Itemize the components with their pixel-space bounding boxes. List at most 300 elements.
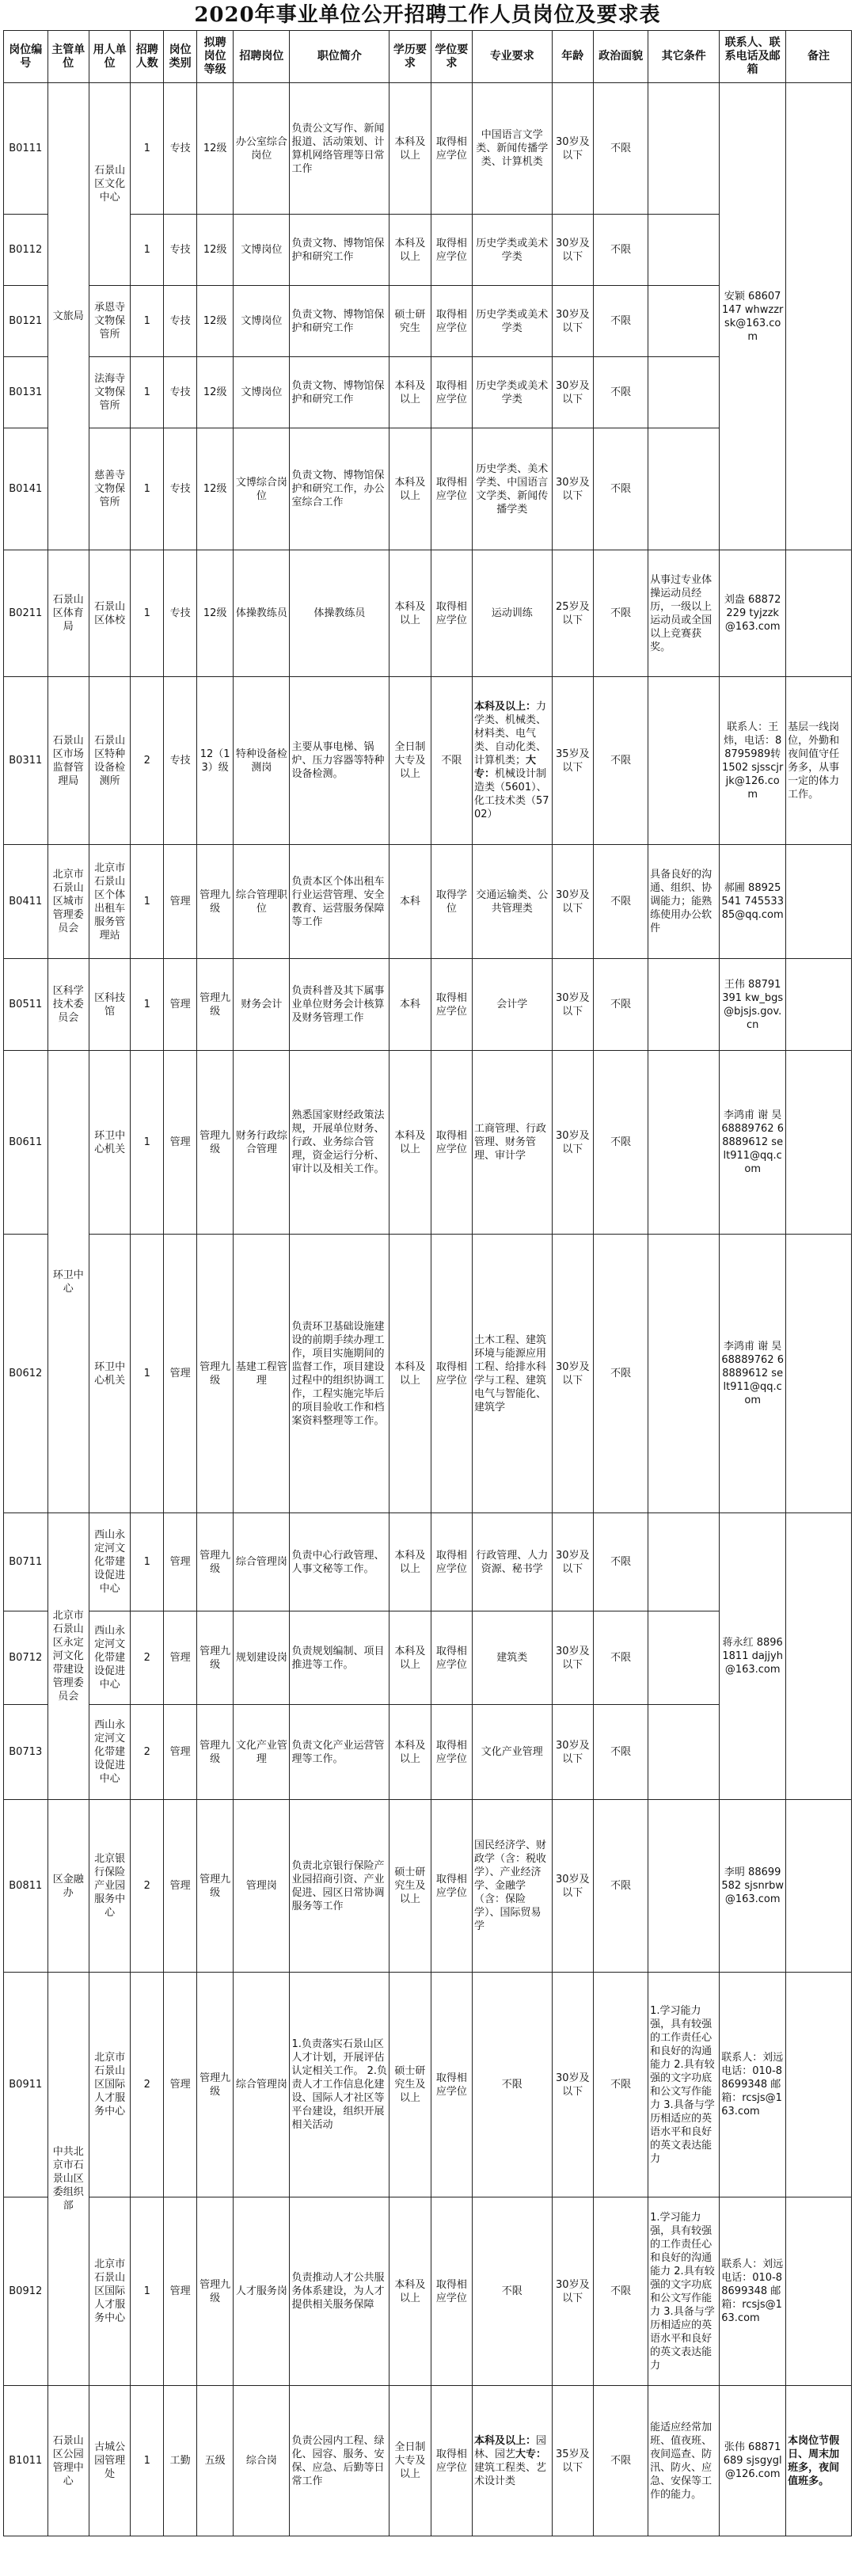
cell-degree: 取得相应学位 [431, 1800, 472, 1973]
cell-degree: 取得相应学位 [431, 1051, 472, 1235]
cell-contact: 蒋永红 88961811 dajjyh@163.com [720, 1513, 786, 1800]
cell-num: 1 [131, 2386, 164, 2536]
cell-num: 2 [131, 1973, 164, 2197]
cell-unit: 环卫中心机关 [89, 1235, 130, 1513]
cell-dept: 文旅局 [48, 83, 89, 550]
cell-contact: 张伟 68871689 sjsgygl@126.com [720, 2386, 786, 2536]
cell-num: 1 [131, 286, 164, 357]
cell-other [648, 677, 720, 845]
cell-level: 管理九级 [197, 2197, 234, 2386]
cell-level: 12级 [197, 83, 234, 215]
cell-code: B0121 [4, 286, 48, 357]
cell-code: B0131 [4, 357, 48, 428]
cell-unit: 区科技馆 [89, 959, 130, 1051]
cell-major: 建筑类 [473, 1611, 553, 1705]
cell-desc: 负责文物、博物馆保护和研究工作 [290, 357, 390, 428]
cell-age: 25岁及以下 [552, 550, 593, 677]
cell-major: 历史学类或美术学类 [473, 286, 553, 357]
cell-pol: 不限 [594, 2197, 648, 2386]
cell-post: 文博岗位 [234, 215, 290, 286]
cell-cat: 管理 [164, 1800, 197, 1973]
cell-other [648, 1051, 720, 1235]
page-title: 2020年事业单位公开招聘工作人员岗位及要求表 [194, 3, 661, 27]
cell-cat: 专技 [164, 677, 197, 845]
cell-contact: 郝圃 88925541 74553385@qq.com [720, 845, 786, 959]
cell-other: 1.学习能力强，具有较强的工作责任心和良好的沟通能力 2.具有较强的文字功底和公文写作能力 3.具备与学历相适应的英语水平和良好的英文表达能力 [648, 2197, 720, 2386]
cell-other [648, 83, 720, 215]
cell-cat: 管理 [164, 1235, 197, 1513]
header-degree: 学位要求 [431, 31, 472, 83]
cell-code: B0911 [4, 1973, 48, 2197]
cell-degree: 取得相应学位 [431, 1973, 472, 2197]
cell-major: 历史学类、美术学类、中国语言文学类、新闻传播学类 [473, 428, 553, 550]
cell-level: 12级 [197, 286, 234, 357]
cell-post: 特种设备检测岗 [234, 677, 290, 845]
cell-age: 30岁及以下 [552, 1611, 593, 1705]
cell-desc: 体操教练员 [290, 550, 390, 677]
major-level-label: 大专： [515, 2448, 547, 2460]
cell-degree: 取得相应学位 [431, 1235, 472, 1513]
cell-num: 2 [131, 677, 164, 845]
cell-other [648, 1705, 720, 1800]
cell-num: 1 [131, 2197, 164, 2386]
cell-major: 国民经济学、财政学（含：税收学）、产业经济学、金融学（含：保险学）、国际贸易学 [473, 1800, 553, 1973]
header-code: 岗位编号 [4, 31, 48, 83]
cell-contact: 刘盎 68872229 tyjzzk@163.com [720, 550, 786, 677]
cell-code: B0611 [4, 1051, 48, 1235]
cell-age: 35岁及以下 [552, 677, 593, 845]
cell-contact: 李明 88699582 sjsnrbw@163.com [720, 1800, 786, 1973]
cell-age: 30岁及以下 [552, 215, 593, 286]
cell-degree: 取得相应学位 [431, 83, 472, 215]
cell-age: 30岁及以下 [552, 845, 593, 959]
cell-desc: 负责文化产业运营管理等工作。 [290, 1705, 390, 1800]
cell-edu: 本科 [390, 845, 431, 959]
cell-level: 12级 [197, 215, 234, 286]
cell-edu: 全日制大专及以上 [390, 677, 431, 845]
cell-major: 历史学类或美术学类 [473, 357, 553, 428]
cell-cat: 专技 [164, 286, 197, 357]
cell-level: 管理九级 [197, 1611, 234, 1705]
cell-desc: 负责北京银行保险产业园招商引资、产业促进、园区日常协调服务等工作 [290, 1800, 390, 1973]
cell-other [648, 357, 720, 428]
cell-edu: 本科及以上 [390, 2197, 431, 2386]
cell-note [786, 1513, 852, 1800]
cell-contact: 李鸿甫 谢 昊 68889762 68889612 selt911@qq.com [720, 1051, 786, 1235]
header-major: 专业要求 [473, 31, 553, 83]
cell-edu: 本科及以上 [390, 215, 431, 286]
cell-desc: 负责推动人才公共服务体系建设，为人才提供相关服务保障 [290, 2197, 390, 2386]
cell-desc: 负责中心行政管理、人事文秘等工作。 [290, 1513, 390, 1611]
cell-desc: 负责环卫基础设施建设的前期手续办理工作，项目实施期间的监督工作，项目建设过程中的组织协调工作，工程实施完毕后的项目验收工作和档案资料整理等工作。 [290, 1235, 390, 1513]
table-row [4, 1513, 852, 1611]
cell-major: 中国语言文学类、新闻传播学类、计算机类 [473, 83, 553, 215]
cell-major: 土木工程、建筑环境与能源应用工程、给排水科学与工程、建筑电气与智能化、建筑学 [473, 1235, 553, 1513]
cell-major: 工商管理、行政管理、财务管理、审计学 [473, 1051, 553, 1235]
table-row [4, 959, 852, 1051]
cell-note [786, 1973, 852, 2197]
header-cat: 岗位类别 [164, 31, 197, 83]
cell-edu: 本科及以上 [390, 357, 431, 428]
cell-edu: 本科及以上 [390, 550, 431, 677]
cell-cat: 专技 [164, 83, 197, 215]
recruitment-table [3, 30, 852, 2536]
cell-desc: 负责文物、博物馆保护和研究工作 [290, 215, 390, 286]
cell-note [786, 845, 852, 959]
cell-age: 30岁及以下 [552, 286, 593, 357]
cell-note [786, 959, 852, 1051]
cell-note [786, 83, 852, 550]
cell-other [648, 1235, 720, 1513]
cell-unit: 慈善寺文物保管所 [89, 428, 130, 550]
cell-edu: 本科及以上 [390, 1611, 431, 1705]
cell-cat: 管理 [164, 1611, 197, 1705]
cell-degree: 取得相应学位 [431, 357, 472, 428]
cell-pol: 不限 [594, 1800, 648, 1973]
cell-desc: 负责公园内工程、绿化、园容、服务、安保、应急、后勤等日常工作 [290, 2386, 390, 2536]
table-row [4, 677, 852, 845]
cell-num: 2 [131, 1705, 164, 1800]
cell-dept: 北京市石景山区永定河文化带建设管理委员会 [48, 1513, 89, 1800]
cell-note [786, 1235, 852, 1513]
header-note: 备注 [786, 31, 852, 83]
cell-pol: 不限 [594, 677, 648, 845]
cell-major: 会计学 [473, 959, 553, 1051]
cell-post: 管理岗 [234, 1800, 290, 1973]
cell-pol: 不限 [594, 550, 648, 677]
cell-num: 1 [131, 550, 164, 677]
header-num: 招聘人数 [131, 31, 164, 83]
cell-dept: 区金融办 [48, 1800, 89, 1973]
table-row [4, 83, 852, 215]
cell-edu: 硕士研究生及以上 [390, 1973, 431, 2197]
cell-pol: 不限 [594, 959, 648, 1051]
cell-contact: 安颖 68607147 whwzzrsk@163.com [720, 83, 786, 550]
cell-desc: 负责文物、博物馆保护和研究工作，办公室综合工作 [290, 428, 390, 550]
cell-level: 管理九级 [197, 1051, 234, 1235]
cell-desc: 主要从事电梯、锅炉、压力容器等特种设备检测。 [290, 677, 390, 845]
cell-num: 2 [131, 1611, 164, 1705]
cell-num: 2 [131, 1800, 164, 1973]
major-text: 力学类、机械类、材料类、电气类、自动化类、计算机类； [474, 701, 547, 767]
cell-contact: 联系人：王炜，电话：88795989转1502 sjsscjrjk@126.com [720, 677, 786, 845]
cell-age: 30岁及以下 [552, 1705, 593, 1800]
cell-dept: 区科学技术委员会 [48, 959, 89, 1051]
cell-pol: 不限 [594, 1611, 648, 1705]
major-text: 机械设计制造类（5601）、化工技术类（5702） [474, 768, 549, 820]
cell-degree: 取得相应学位 [431, 286, 472, 357]
cell-unit: 承恩寺文物保管所 [89, 286, 130, 357]
cell-pol: 不限 [594, 1235, 648, 1513]
cell-num: 1 [131, 428, 164, 550]
cell-contact: 王伟 88791391 kw_bgs@bjsjs.gov.cn [720, 959, 786, 1051]
cell-degree: 取得相应学位 [431, 1513, 472, 1611]
cell-degree: 取得相应学位 [431, 428, 472, 550]
cell-dept: 中共北京市石景山区委组织部 [48, 1973, 89, 2386]
cell-edu: 全日制大专及以上 [390, 2386, 431, 2536]
cell-pol: 不限 [594, 286, 648, 357]
table-row [4, 1051, 852, 1235]
cell-major: 历史学类或美术学类 [473, 215, 553, 286]
cell-degree: 不限 [431, 677, 472, 845]
cell-code: B0912 [4, 2197, 48, 2386]
cell-desc: 负责本区个体出租车行业运营管理、安全教育、运营服务保障等工作 [290, 845, 390, 959]
table-row [4, 1973, 852, 2197]
cell-unit: 西山永定河文化带建设促进中心 [89, 1611, 130, 1705]
cell-age: 30岁及以下 [552, 2197, 593, 2386]
cell-edu: 本科 [390, 959, 431, 1051]
cell-degree: 取得学位 [431, 845, 472, 959]
cell-post: 综合岗 [234, 2386, 290, 2536]
cell-edu: 本科及以上 [390, 1235, 431, 1513]
cell-level: 管理九级 [197, 1513, 234, 1611]
cell-level: 五级 [197, 2386, 234, 2536]
header-age: 年龄 [552, 31, 593, 83]
cell-unit: 北京市石景山区国际人才服务中心 [89, 2197, 130, 2386]
cell-code: B0811 [4, 1800, 48, 1973]
cell-num: 1 [131, 215, 164, 286]
cell-note [786, 1800, 852, 1973]
cell-cat: 管理 [164, 1705, 197, 1800]
cell-code: B0713 [4, 1705, 48, 1800]
header-contact: 联系人、联系电话及邮箱 [720, 31, 786, 83]
cell-age: 30岁及以下 [552, 1051, 593, 1235]
cell-post: 规划建设岗 [234, 1611, 290, 1705]
table-header-row [4, 31, 852, 83]
cell-unit: 北京市石景山区国际人才服务中心 [89, 1973, 130, 2197]
cell-other: 具备良好的沟通、组织、协调能力；能熟练使用办公软件 [648, 845, 720, 959]
cell-major: 不限 [473, 2197, 553, 2386]
cell-pol: 不限 [594, 1051, 648, 1235]
cell-post: 财务行政综合管理 [234, 1051, 290, 1235]
cell-code: B0211 [4, 550, 48, 677]
cell-major: 运动训练 [473, 550, 553, 677]
cell-cat: 专技 [164, 357, 197, 428]
cell-other [648, 215, 720, 286]
cell-major [473, 677, 553, 845]
cell-cat: 管理 [164, 845, 197, 959]
cell-edu: 本科及以上 [390, 428, 431, 550]
cell-dept: 北京市石景山区城市管理委员会 [48, 845, 89, 959]
cell-major: 不限 [473, 1973, 553, 2197]
cell-note [786, 1051, 852, 1235]
cell-level: 管理九级 [197, 1973, 234, 2197]
cell-pol: 不限 [594, 428, 648, 550]
cell-unit: 西山永定河文化带建设促进中心 [89, 1705, 130, 1800]
cell-contact: 李鸿甫 谢 昊 68889762 68889612 selt911@qq.com [720, 1235, 786, 1513]
cell-degree: 取得相应学位 [431, 959, 472, 1051]
cell-degree: 取得相应学位 [431, 2197, 472, 2386]
cell-age: 30岁及以下 [552, 83, 593, 215]
cell-age: 35岁及以下 [552, 2386, 593, 2536]
major-text: 园林、园艺 [474, 2434, 547, 2460]
cell-num: 1 [131, 357, 164, 428]
cell-age: 30岁及以下 [552, 1973, 593, 2197]
cell-dept: 石景山区公园管理中心 [48, 2386, 89, 2536]
cell-note [786, 550, 852, 677]
cell-post: 体操教练员 [234, 550, 290, 677]
cell-post: 人才服务岗 [234, 2197, 290, 2386]
cell-edu: 本科及以上 [390, 1705, 431, 1800]
cell-post: 文博岗位 [234, 357, 290, 428]
cell-other [648, 428, 720, 550]
table-row [4, 550, 852, 677]
cell-degree: 取得相应学位 [431, 1705, 472, 1800]
cell-unit: 北京市石景山区个体出租车服务管理站 [89, 845, 130, 959]
cell-cat: 管理 [164, 1513, 197, 1611]
cell-code: B0141 [4, 428, 48, 550]
cell-other: 从事过专业体操运动员经历，一级以上运动员或全国以上竞赛获奖。 [648, 550, 720, 677]
cell-pol: 不限 [594, 1705, 648, 1800]
cell-desc: 负责文物、博物馆保护和研究工作 [290, 286, 390, 357]
cell-age: 30岁及以下 [552, 357, 593, 428]
cell-level: 12级 [197, 550, 234, 677]
table-row [4, 2386, 852, 2536]
cell-unit: 石景山区特种设备检测所 [89, 677, 130, 845]
cell-cat: 专技 [164, 428, 197, 550]
cell-pol: 不限 [594, 845, 648, 959]
cell-edu: 硕士研究生及以上 [390, 1800, 431, 1973]
cell-num: 1 [131, 1051, 164, 1235]
major-level-label: 大专： [474, 755, 537, 780]
cell-desc: 负责公文写作、新闻报道、活动策划、计算机网络管理等日常工作 [290, 83, 390, 215]
cell-level: 管理九级 [197, 959, 234, 1051]
cell-num: 1 [131, 1235, 164, 1513]
cell-cat: 专技 [164, 550, 197, 677]
cell-note: 基层一线岗位，外勤和夜间值守任务多，从事一定的体力工作。 [786, 677, 852, 845]
cell-major [473, 2386, 553, 2536]
cell-other [648, 1513, 720, 1611]
cell-degree: 取得相应学位 [431, 215, 472, 286]
cell-code: B0112 [4, 215, 48, 286]
cell-post: 综合管理岗 [234, 1513, 290, 1611]
cell-dept: 环卫中心 [48, 1051, 89, 1513]
cell-unit: 西山永定河文化带建设促进中心 [89, 1513, 130, 1611]
cell-other [648, 286, 720, 357]
cell-age: 30岁及以下 [552, 1513, 593, 1611]
cell-cat: 管理 [164, 1973, 197, 2197]
cell-pol: 不限 [594, 83, 648, 215]
cell-dept: 石景山区市场监督管理局 [48, 677, 89, 845]
cell-num: 1 [131, 83, 164, 215]
cell-edu: 本科及以上 [390, 1051, 431, 1235]
cell-cat: 管理 [164, 1051, 197, 1235]
cell-pol: 不限 [594, 2386, 648, 2536]
cell-cat: 管理 [164, 2197, 197, 2386]
header-desc: 职位简介 [290, 31, 390, 83]
cell-level: 管理九级 [197, 1800, 234, 1973]
cell-contact: 联系人：刘远 电话：010-88699348 邮箱：rcsjs@163.com [720, 2197, 786, 2386]
cell-unit: 石景山区文化中心 [89, 83, 130, 286]
cell-level: 管理九级 [197, 1235, 234, 1513]
cell-edu: 本科及以上 [390, 83, 431, 215]
header-edu: 学历要求 [390, 31, 431, 83]
major-level-label: 本科及以上： [474, 701, 537, 713]
cell-major: 文化产业管理 [473, 1705, 553, 1800]
cell-pol: 不限 [594, 215, 648, 286]
cell-post: 财务会计 [234, 959, 290, 1051]
cell-level: 管理九级 [197, 845, 234, 959]
cell-cat: 工勤 [164, 2386, 197, 2536]
cell-dept: 石景山区体育局 [48, 550, 89, 677]
cell-other [648, 1800, 720, 1973]
cell-other: 1.学习能力强，具有较强的工作责任心和良好的沟通能力 2.具有较强的文字功底和公文写作能力 3.具备与学历相适应的英语水平和良好的英文表达能力 [648, 1973, 720, 2197]
major-level-label: 本科及以上： [474, 2434, 537, 2447]
cell-post: 文博岗位 [234, 286, 290, 357]
table-row [4, 2197, 852, 2386]
cell-unit: 北京银行保险产业园服务中心 [89, 1800, 130, 1973]
cell-note: 本岗位节假日、周末加班多，夜间值班多。 [786, 2386, 852, 2536]
table-row [4, 845, 852, 959]
cell-degree: 取得相应学位 [431, 550, 472, 677]
cell-post: 综合管理职位 [234, 845, 290, 959]
cell-post: 办公室综合岗位 [234, 83, 290, 215]
major-text: 建筑工程类、艺术设计类 [474, 2461, 547, 2487]
cell-edu: 硕士研究生 [390, 286, 431, 357]
cell-code: B0612 [4, 1235, 48, 1513]
cell-cat: 管理 [164, 959, 197, 1051]
cell-code: B0111 [4, 83, 48, 215]
cell-major: 行政管理、人力资源、秘书学 [473, 1513, 553, 1611]
cell-level: 管理九级 [197, 1705, 234, 1800]
header-post: 招聘岗位 [234, 31, 290, 83]
cell-note [786, 2197, 852, 2386]
cell-code: B1011 [4, 2386, 48, 2536]
cell-desc: 1.负责落实石景山区人才计划，开展评估认定相关工作。 2.负责人才工作信息化建设、国际人才社区等平台建设，组织开展相关活动 [290, 1973, 390, 2197]
cell-post: 文博综合岗位 [234, 428, 290, 550]
cell-pol: 不限 [594, 357, 648, 428]
cell-desc: 负责规划编制、项目推进等工作。 [290, 1611, 390, 1705]
header-pol: 政治面貌 [594, 31, 648, 83]
cell-contact: 联系人：刘远 电话：010-88699348 邮箱：rcsjs@163.com [720, 1973, 786, 2197]
header-level: 拟聘岗位等级 [197, 31, 234, 83]
cell-age: 30岁及以下 [552, 428, 593, 550]
cell-desc: 熟悉国家财经政策法规，开展单位财务、行政、业务综合管理，资金运行分析、审计以及相关工作。 [290, 1051, 390, 1235]
cell-cat: 专技 [164, 215, 197, 286]
header-other: 其它条件 [648, 31, 720, 83]
cell-unit: 石景山区体校 [89, 550, 130, 677]
cell-pol: 不限 [594, 1973, 648, 2197]
cell-post: 综合管理岗 [234, 1973, 290, 2197]
cell-num: 1 [131, 845, 164, 959]
cell-age: 30岁及以下 [552, 1800, 593, 1973]
cell-age: 30岁及以下 [552, 959, 593, 1051]
cell-other [648, 959, 720, 1051]
cell-post: 文化产业管理 [234, 1705, 290, 1800]
cell-desc: 负责科普及其下属事业单位财务会计核算及财务管理工作 [290, 959, 390, 1051]
cell-major: 交通运输类、公共管理类 [473, 845, 553, 959]
cell-num: 1 [131, 959, 164, 1051]
cell-degree: 取得相应学位 [431, 2386, 472, 2536]
cell-age: 30岁及以下 [552, 1235, 593, 1513]
cell-unit: 古城公园管理处 [89, 2386, 130, 2536]
cell-level: 12级 [197, 357, 234, 428]
cell-other: 能适应经常加班、值夜班、夜间巡查、防汛、防火、应急、安保等工作的能力。 [648, 2386, 720, 2536]
cell-code: B0712 [4, 1611, 48, 1705]
cell-unit: 法海寺文物保管所 [89, 357, 130, 428]
cell-num: 1 [131, 1513, 164, 1611]
cell-other [648, 1611, 720, 1705]
header-unit: 用人单位 [89, 31, 130, 83]
header-dept: 主管单位 [48, 31, 89, 83]
table-row [4, 1800, 852, 1973]
cell-code: B0511 [4, 959, 48, 1051]
cell-code: B0311 [4, 677, 48, 845]
cell-pol: 不限 [594, 1513, 648, 1611]
cell-level: 12（13）级 [197, 677, 234, 845]
cell-degree: 取得相应学位 [431, 1611, 472, 1705]
cell-edu: 本科及以上 [390, 1513, 431, 1611]
